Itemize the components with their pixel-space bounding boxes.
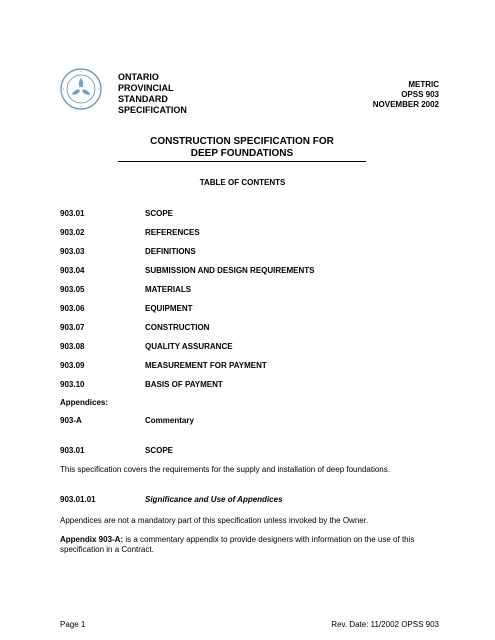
toc-item-number: 903.04: [60, 266, 85, 275]
meta-doc-id: OPSS 903: [401, 90, 439, 99]
agency-line: PROVINCIAL: [118, 83, 174, 93]
appendix-note: [60, 535, 440, 555]
toc-item-title: REFERENCES: [145, 228, 200, 237]
toc-item-title: DEFINITIONS: [145, 247, 196, 256]
toc-item-number: 903.03: [60, 247, 85, 256]
agency-name: [118, 72, 208, 116]
toc-item-title: SCOPE: [145, 209, 174, 218]
subsection-title: Significance and Use of Appendices: [145, 495, 283, 504]
page-number: Page 1: [60, 620, 86, 629]
subsection-number: 903.01.01: [60, 495, 96, 504]
title-divider: [118, 161, 366, 162]
toc-item-number: 903.10: [60, 380, 85, 389]
toc-item-title: BASIS OF PAYMENT: [145, 380, 223, 389]
title-line: CONSTRUCTION SPECIFICATION FOR: [150, 136, 334, 147]
toc-item-number: 903.08: [60, 342, 85, 351]
revision-info: Rev. Date: 11/2002 OPSS 903: [331, 620, 439, 629]
toc-item-number: 903-A: [60, 416, 82, 425]
section-body: This specification covers the requirements for the supply and installation of deep foundations.: [60, 465, 390, 474]
agency-line: SPECIFICATION: [118, 105, 187, 115]
subsection-body: Appendices are not a mandatory part of this specification unless invoked by the Owner.: [60, 516, 369, 525]
toc-item-number: 903.09: [60, 361, 85, 370]
document-meta: [373, 80, 439, 110]
toc-item-title: MATERIALS: [145, 285, 192, 294]
toc-item-number: 903.06: [60, 304, 85, 313]
appendix-note-text: is a commentary appendix to provide designers with information on the use of this specification in a Contract.: [60, 535, 415, 554]
agency-line: ONTARIO: [118, 72, 159, 82]
toc-item-number: 903.07: [60, 323, 85, 332]
toc-item-title: QUALITY ASSURANCE: [145, 342, 233, 351]
appendix-note-label: Appendix 903-A:: [60, 535, 124, 544]
appendices-label-text: Appendices:: [60, 398, 109, 407]
title-line: DEEP FOUNDATIONS: [190, 148, 294, 159]
meta-date: NOVEMBER 2002: [372, 100, 439, 109]
toc-heading: TABLE OF CONTENTS: [199, 178, 286, 187]
toc-item-title: Commentary: [145, 416, 194, 425]
toc-item-number: 903.02: [60, 228, 85, 237]
section-number: 903.01: [60, 446, 85, 455]
section-title: SCOPE: [145, 446, 174, 455]
toc-item-title: MEASUREMENT FOR PAYMENT: [145, 361, 267, 370]
agency-line: STANDARD: [118, 94, 168, 104]
meta-unit: METRIC: [408, 80, 439, 89]
toc-item-number: 903.05: [60, 285, 85, 294]
toc-item-title: SUBMISSION AND DESIGN REQUIREMENTS: [145, 266, 315, 275]
toc-item-title: CONSTRUCTION: [145, 323, 210, 332]
toc-item-title: EQUIPMENT: [145, 304, 193, 313]
toc-item-number: 903.01: [60, 209, 85, 218]
ontario-trillium-seal-icon: [60, 68, 102, 110]
document-title: [118, 136, 366, 160]
